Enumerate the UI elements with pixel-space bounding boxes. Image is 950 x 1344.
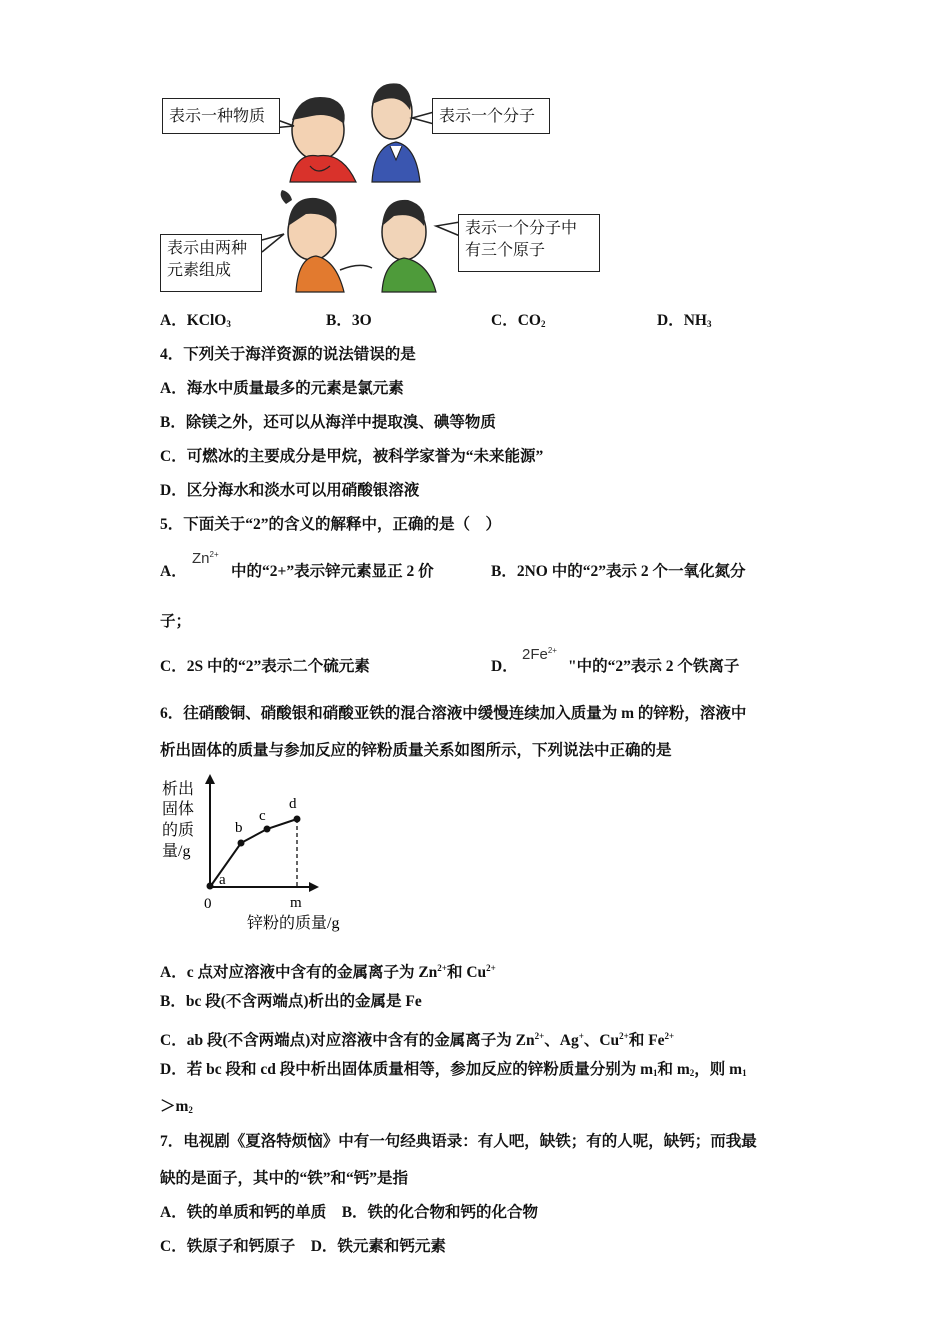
y-axis-label-3: 的质 [162,822,195,839]
bubble-two-elements [160,234,262,292]
q5-option-b-continued: 子； [160,613,192,630]
q6-option-d-continued: $>m_2$ [160,1098,193,1115]
q5-option-a-text: 中的“2+”表示锌元素显正 2 价 [231,563,434,580]
q5-option-b-text: B．2NO 中的“2”表示 2 个一氧化氮分 [491,563,746,580]
q5-option-d-formula: $2Fe^{2+}$ [522,646,557,663]
q6-option-b: B．bc 段(不含两端点)析出的金属是 Fe [160,993,422,1010]
bubble-text: 表示一个分子中 [465,218,578,237]
q7-options-cd: C．铁原子和钙原子 D．铁元素和钙元素 [160,1238,446,1255]
point-c-dot [264,826,271,833]
bubble-text: 有三个原子 [465,240,546,259]
bubble-text: 元素组成 [167,260,232,279]
person-man-green [382,200,436,292]
bubble-one-substance [162,98,280,134]
point-a-dot [207,883,214,890]
q3-option-c: C．$CO_2$ [491,312,546,329]
bubble-three-atoms [458,214,600,272]
bubble-text: 表示一种物质 [169,106,266,125]
point-d-label: d [289,796,297,812]
q6-option-a: A．c 点对应溶液中含有的金属离子为 $Zn^{2+}$和 $Cu^{2+}$ [160,963,496,981]
q5-option-d-label: D． [491,658,518,675]
q3-option-a: A．KClO$_3$ [160,312,231,329]
q3-option-b: B．3O [326,312,372,329]
point-b-label: b [235,820,243,836]
x-mark-label: m [290,895,302,911]
bubble-text: 表示由两种 [167,238,248,257]
person-man-blue [372,83,420,182]
bubble-text: 表示一个分子 [439,106,536,125]
q5-option-a-formula: $Zn^{2+}$ [192,550,219,567]
y-axis-label-1: 析出 [162,781,195,798]
q4-option-b: B．除镁之外，还可以从海洋中提取溴、碘等物质 [160,414,496,431]
q3-option-d: D．$NH_3$ [657,312,712,329]
q6-stem-line2: 析出固体的质量与参加反应的锌粉质量关系如图所示，下列说法中正确的是 [160,742,672,759]
point-c-label: c [259,808,266,824]
q7-stem-line2: 缺的是面子，其中的“铁”和“钙”是指 [160,1170,409,1187]
person-girl-orange [281,190,372,292]
q4-option-d: D．区分海水和淡水可以用硝酸银溶液 [160,482,420,499]
q5-stem: 5．下面关于“2”的含义的解释中，正确的是（ ） [160,516,502,533]
y-axis-label-2: 固体 [162,801,195,818]
q6-option-d: D．若 bc 段和 cd 段中析出固体质量相等，参加反应的锌粉质量分别为 $m_1$和 $m_2$，则 $m_1$ [160,1061,747,1078]
q5-option-a-label: A． [160,563,187,580]
q4-stem: 4．下列关于海洋资源的说法错误的是 [160,346,416,363]
q7-options-ab: A．铁的单质和钙的单质 B．铁的化合物和钙的化合物 [160,1204,539,1221]
q5-option-c: C．2S 中的“2”表示二个硫元素 [160,658,370,675]
point-b-dot [238,840,245,847]
q6-graph [155,772,355,937]
point-a-label: a [219,872,226,888]
origin-label: 0 [204,896,212,912]
x-axis-arrow [309,882,319,892]
q4-option-a: A．海水中质量最多的元素是氯元素 [160,380,404,397]
y-axis-label-4: 量/g [162,843,191,860]
y-axis-arrow [205,774,215,784]
bubble-one-molecule [432,98,550,134]
point-d-dot [294,816,301,823]
q6-option-c: C．ab 段(不含两端点)对应溶液中含有的金属离子为 $Zn^{2+}$、Ag+、$Cu^{2+}$和 $Fe^{2+}$ [160,1031,675,1049]
q5-option-d-text: "中的“2”表示 2 个铁离子 [568,658,740,675]
q7-stem-line1: 7．电视剧《夏洛特烦恼》中有一句经典语录：有人吧，缺铁；有的人呢，缺钙；而我最 [160,1133,757,1150]
q6-stem-line1: 6．往硝酸铜、硝酸银和硝酸亚铁的混合溶液中缓慢连续加入质量为 m 的锌粉，溶液中 [160,705,747,722]
person-boy-red [290,97,356,182]
q4-option-c: C．可燃冰的主要成分是甲烷，被科学家誉为“未来能源” [160,448,544,465]
x-axis-label: 锌粉的质量/g [247,915,340,932]
